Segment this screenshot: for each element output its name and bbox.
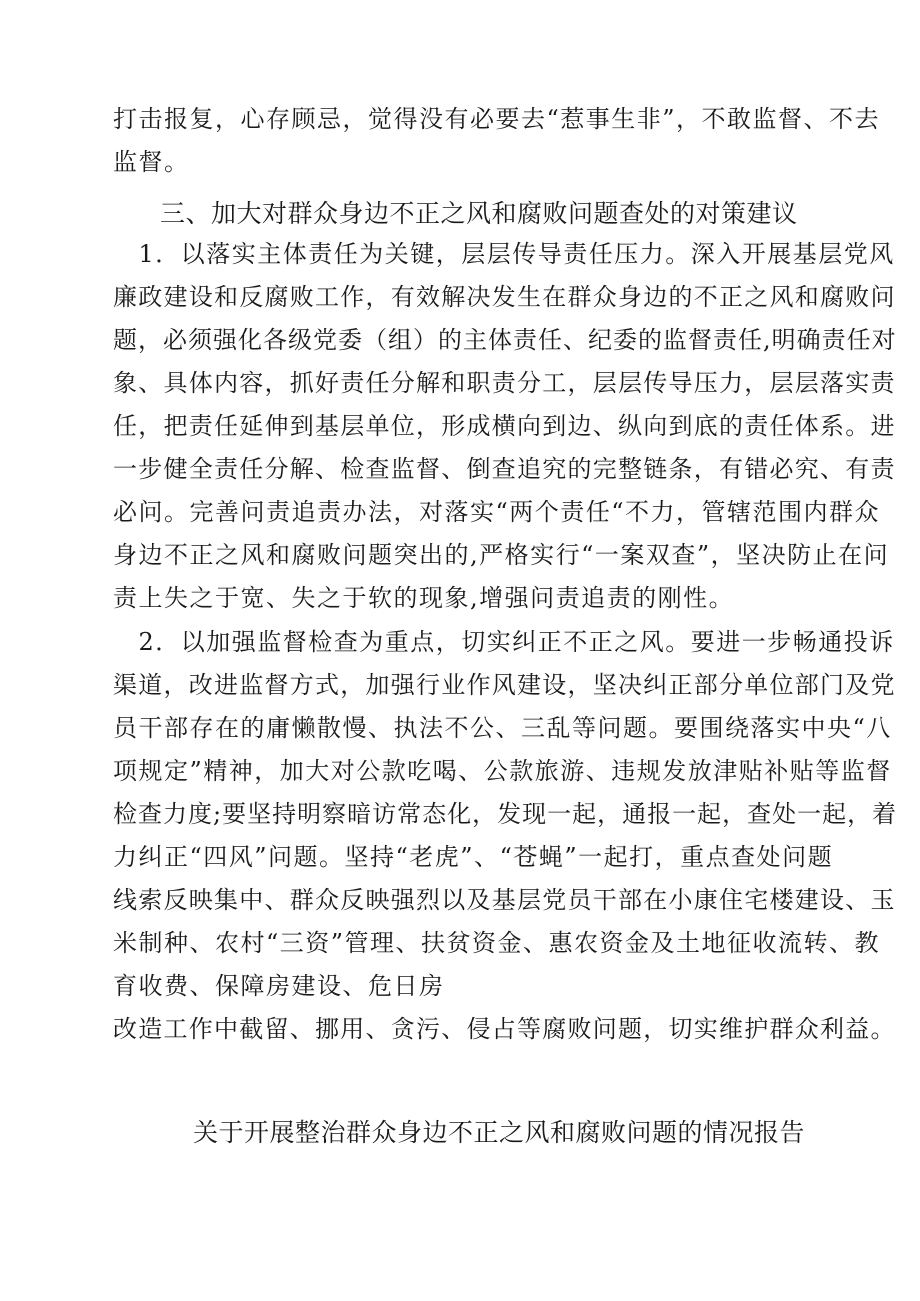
paragraph-1-line: 廉政建设和反腐败工作，有效解决发生在群众身边的不正之风和腐败问: [113, 283, 896, 311]
paragraph-2-line: 改造工作中截留、挪用、贪污、侵占等腐败问题，切实维护群众利益。: [113, 1015, 896, 1043]
next-document-title: 关于开展整治群众身边不正之风和腐败问题的情况报告: [193, 1118, 806, 1147]
text-line: 监督。: [113, 148, 190, 176]
paragraph-2-line: 育收费、保障房建设、危日房: [113, 972, 445, 1000]
paragraph-2-line: 项规定”精神，加大对公款吃喝、公款旅游、违规发放津贴补贴等监督: [113, 757, 892, 785]
paragraph-2-line: 米制种、农村“三资”管理、扶贫资金、惠农资金及土地征收流转、教: [113, 929, 881, 957]
paragraph-1-line: 一步健全责任分解、检查监督、倒查追究的完整链条，有错必究、有责: [113, 455, 896, 483]
paragraph-2-line: 力纠正“四风”问题。坚持“老虎”、“苍蝇”一起打，重点查处问题: [113, 843, 834, 871]
paragraph-1-line: 题，必须强化各级党委（组）的主体责任、纪委的监督责任,明确责任对: [113, 326, 897, 354]
paragraph-2-line: 线索反映集中、群众反映强烈以及基层党员干部在小康住宅楼建设、玉: [113, 886, 896, 914]
paragraph-2-line: 员干部存在的庸懒散慢、执法不公、三乱等问题。要围绕落实中央“八: [113, 714, 892, 742]
section-heading: 三、加大对群众身边不正之风和腐败问题查处的对策建议: [160, 199, 798, 228]
paragraph-2-line: 渠道，改进监督方式，加强行业作风建设，坚决纠正部分单位部门及党: [113, 671, 896, 699]
paragraph-1-line: 必问。完善问责追责办法，对落实“两个责任“不力，管辖范围内群众: [113, 498, 881, 526]
paragraph-1-line: 身边不正之风和腐败问题突出的,严格实行“一案双查”，坚决防止在问: [113, 541, 890, 569]
paragraph-1-line: 1．以落实主体责任为关键，层层传导责任压力。深入开展基层党风: [113, 240, 895, 268]
paragraph-1-line: 责上失之于宽、失之于软的现象,增强问责追责的刚性。: [113, 584, 735, 612]
paragraph-2-line: 检查力度;要坚持明察暗访常态化，发现一起，通报一起，查处一起，着: [113, 800, 898, 828]
text-line: 打击报复，心存顾忌，觉得没有必要去“惹事生非”，不敢监督、不去: [113, 105, 881, 133]
paragraph-1-line: 任，把责任延伸到基层单位，形成横向到边、纵向到底的责任体系。进: [113, 412, 896, 440]
paragraph-2-line: 2．以加强监督检查为重点，切实纠正不正之风。要进一步畅通投诉: [113, 628, 895, 656]
paragraph-1-line: 象、具体内容，抓好责任分解和职责分工，层层传导压力，层层落实责: [113, 369, 896, 397]
